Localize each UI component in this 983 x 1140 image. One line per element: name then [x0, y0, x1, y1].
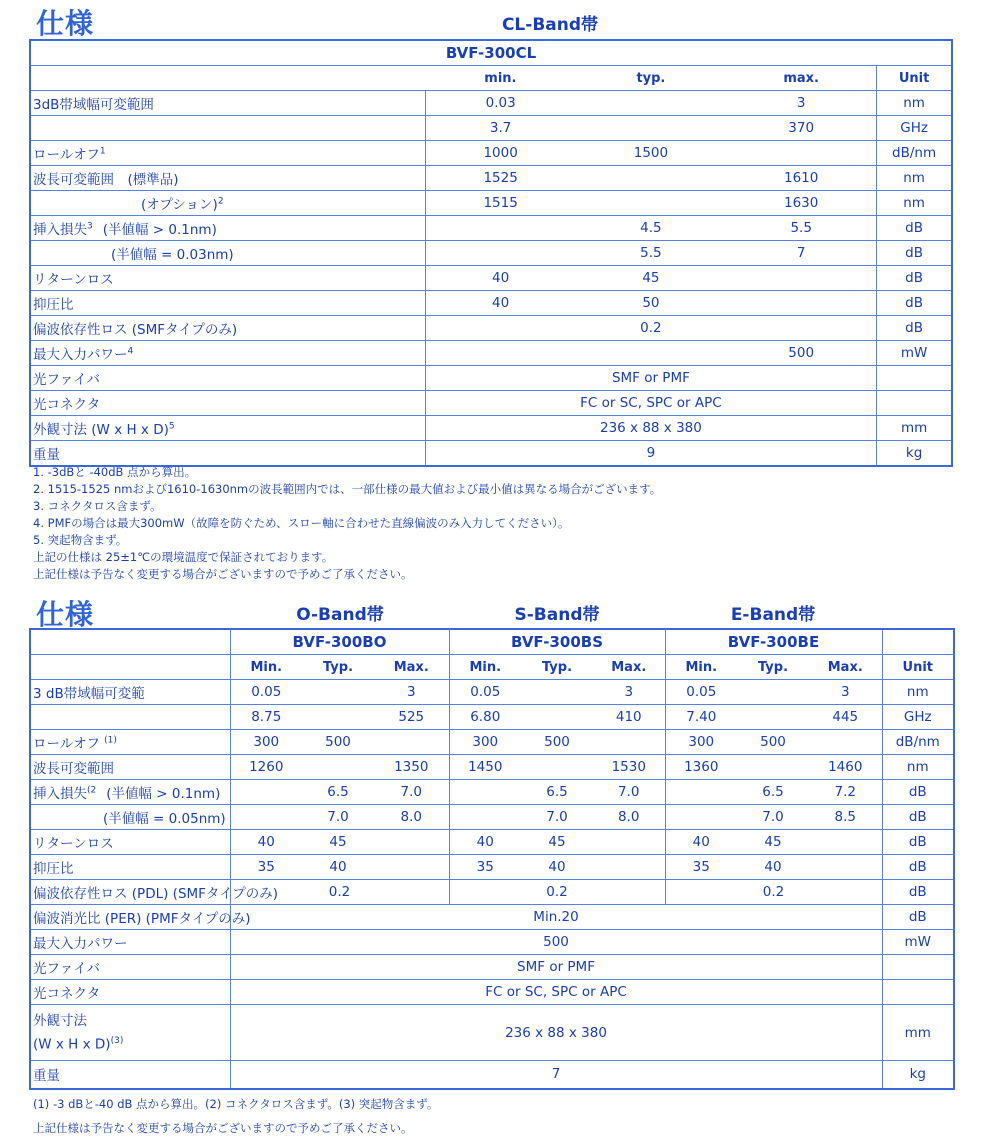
table-row [30, 780, 954, 805]
unit-cell: mW [877, 341, 952, 366]
unit-cell: dB [882, 855, 954, 880]
value-cell [665, 805, 737, 830]
table-row [30, 241, 952, 266]
table-row [30, 955, 954, 980]
row-label-text: 外観寸法 (W x H x D) [33, 422, 169, 438]
footnote-marker: 5 [168, 421, 175, 432]
row-label-text: リターンロス [33, 272, 114, 288]
value-span: 7 [230, 1061, 882, 1089]
value-cell: 300 [449, 730, 521, 755]
value-max: 7 [726, 241, 877, 266]
value-cell: 445 [809, 705, 882, 730]
value-cell [809, 730, 882, 755]
e-band-title: E-Band帯 [730, 605, 816, 625]
value-min: 1525 [425, 166, 576, 191]
row-label [30, 366, 425, 391]
unit-cell: GHz [882, 705, 954, 730]
section1-title: 仕様 [36, 7, 95, 40]
unit-cell: mW [882, 930, 954, 955]
row-label-text: ロールオフ [33, 147, 100, 163]
table-row [30, 91, 952, 116]
value-typ: 50 [576, 291, 727, 316]
unit-cell [877, 366, 952, 391]
table-row [30, 855, 954, 880]
value-min: 40 [425, 291, 576, 316]
value-cell: 7.0 [302, 805, 374, 830]
value-cell: 1350 [374, 755, 449, 780]
value-span: Min.20 [230, 905, 882, 930]
value-cell: 40 [521, 855, 593, 880]
unit-cell: dB [882, 805, 954, 830]
table-row [30, 40, 952, 66]
row-label-text: 外観寸法 [33, 1012, 87, 1029]
value-min: 1515 [425, 191, 576, 216]
footnote-marker: 4 [127, 346, 134, 357]
value-cell: 8.75 [230, 705, 302, 730]
row-label-text: 3dB帯域幅可変範囲 [33, 97, 154, 113]
row-label-text: 光コネクタ [33, 986, 101, 1002]
value-cell: 35 [449, 855, 521, 880]
unit-cell: dB [882, 880, 954, 905]
footnote: 1. -3dBと -40dB 点から算出。 [33, 465, 197, 479]
value-typ [576, 191, 727, 216]
value-cell: 3 [593, 680, 665, 705]
unit-cell: mm [877, 416, 952, 441]
table-row [30, 316, 952, 341]
value-max: 1630 [726, 191, 877, 216]
row-label [30, 805, 230, 830]
table-row [30, 830, 954, 855]
value-min [425, 241, 576, 266]
row-label [30, 680, 230, 705]
value-max: 1610 [726, 166, 877, 191]
value-cell: 6.80 [449, 705, 521, 730]
unit-cell: dB [882, 830, 954, 855]
unit-cell: dB [877, 266, 952, 291]
header-typ: Typ. [302, 655, 374, 680]
o-band-title: O-Band帯 [296, 605, 384, 625]
row-label [30, 930, 230, 955]
value-span: FC or SC, SPC or APC [425, 391, 877, 416]
value-typ [576, 166, 727, 191]
value-typ [576, 341, 727, 366]
row-label [30, 241, 425, 266]
row-label-sub: (半値幅 > 0.1nm) [106, 786, 221, 802]
value-max: 3 [726, 91, 877, 116]
value-min: 40 [425, 266, 576, 291]
model-s: BVF-300BS [449, 629, 665, 655]
value-max [726, 316, 877, 341]
value-cell: 45 [521, 830, 593, 855]
table-row [30, 930, 954, 955]
footnote: (1) -3 dBと-40 dB 点から算出。(2) コネクタロス含まず。(3) 突起物含まず。 [33, 1097, 439, 1111]
table-row [30, 341, 952, 366]
value-cell: 525 [374, 705, 449, 730]
value-cell [593, 830, 665, 855]
row-label-text: 3 dB帯域幅可変範 [33, 686, 145, 702]
value-span: 0.2 [665, 880, 882, 905]
table-row [30, 191, 952, 216]
value-typ: 1500 [576, 141, 727, 166]
value-cell [302, 680, 374, 705]
row-label [30, 730, 230, 755]
row-label [30, 1005, 230, 1061]
value-typ: 45 [576, 266, 727, 291]
value-cell: 1450 [449, 755, 521, 780]
value-min: 3.7 [425, 116, 576, 141]
header-min: Min. [449, 655, 521, 680]
value-cell: 45 [302, 830, 374, 855]
value-min: 0.03 [425, 91, 576, 116]
value-cell: 40 [302, 855, 374, 880]
value-cell: 40 [665, 830, 737, 855]
row-label [30, 955, 230, 980]
footnote: 2. 1515-1525 nmおよび1610-1630nmの波長範囲内では、一部仕様の最大値および最小値は異なる場合がございます。 [33, 482, 662, 496]
row-label-text: 重量 [33, 447, 60, 463]
header-max: Max. [374, 655, 449, 680]
row-label-text: 抑圧比 [33, 297, 74, 313]
table-row [30, 730, 954, 755]
value-cell [449, 805, 521, 830]
value-typ: 4.5 [576, 216, 727, 241]
value-cell: 6.5 [302, 780, 374, 805]
header-typ: typ. [576, 66, 727, 91]
table-row [30, 166, 952, 191]
unit-cell: dB/nm [882, 730, 954, 755]
value-typ [576, 91, 727, 116]
row-label-text: 挿入損失 [33, 786, 87, 802]
value-typ [576, 116, 727, 141]
row-label-text: 光ファイバ [33, 961, 100, 977]
row-label [30, 905, 251, 930]
unit-cell: dB [877, 291, 952, 316]
footnote: 上記仕様は予告なく変更する場合がございますので予めご了承ください。 [33, 567, 413, 581]
table-row [30, 216, 952, 241]
row-label [30, 391, 425, 416]
value-cell: 8.0 [593, 805, 665, 830]
row-label-text: 挿入損失 [33, 222, 87, 238]
row-label [30, 216, 425, 241]
header-unit: Unit [882, 655, 954, 680]
unit-cell: dB [882, 780, 954, 805]
value-cell: 40 [449, 830, 521, 855]
value-cell: 500 [521, 730, 593, 755]
row-label [30, 830, 230, 855]
table-row [30, 980, 954, 1005]
value-cell [737, 755, 809, 780]
unit-cell: dB [882, 905, 954, 930]
header-typ: Typ. [737, 655, 809, 680]
row-label-text: 光コネクタ [33, 397, 101, 413]
unit-cell: dB [877, 216, 952, 241]
unit-cell: dB/nm [877, 141, 952, 166]
row-label [30, 880, 279, 905]
header-max: Max. [593, 655, 665, 680]
value-cell: 1260 [230, 755, 302, 780]
value-max: 5.5 [726, 216, 877, 241]
table-row [30, 141, 952, 166]
footnote: 上記の仕様は 25±1℃の環境温度で保証されております。 [33, 550, 334, 564]
value-cell: 0.05 [449, 680, 521, 705]
unit-cell: kg [882, 1061, 954, 1089]
cl-spec-table [29, 39, 953, 467]
table-row [30, 1061, 954, 1089]
value-cell: 500 [302, 730, 374, 755]
row-label-text: 最大入力パワー [33, 347, 128, 363]
table-row [30, 291, 952, 316]
obe-spec-table [29, 628, 955, 1090]
value-span: 0.2 [230, 880, 449, 905]
row-label-text: (オプション) [141, 197, 218, 213]
row-label-text: (半値幅 = 0.03nm) [111, 247, 234, 263]
model-e: BVF-300BE [665, 629, 882, 655]
value-cell: 1460 [809, 755, 882, 780]
value-cell: 40 [230, 830, 302, 855]
value-cell [593, 730, 665, 755]
row-label-sub-text: (W x H x D) [33, 1036, 111, 1053]
table-row [30, 116, 952, 141]
value-cell: 6.5 [737, 780, 809, 805]
row-label-sub: (半値幅 > 0.1nm) [102, 222, 217, 238]
value-cell: 7.0 [737, 805, 809, 830]
value-cell: 3 [374, 680, 449, 705]
row-label [30, 91, 425, 116]
value-span: 236 x 88 x 380 [230, 1005, 882, 1061]
footnote: 5. 突起物含まず。 [33, 533, 128, 547]
row-label [30, 705, 230, 730]
unit-cell: nm [877, 191, 952, 216]
value-cell [521, 705, 593, 730]
footnote-marker: (1) [104, 735, 117, 746]
unit-cell: GHz [877, 116, 952, 141]
row-label-text: 重量 [33, 1068, 60, 1085]
value-cell: 7.2 [809, 780, 882, 805]
footnote-marker: (2 [87, 785, 97, 796]
unit-cell: mm [882, 1005, 954, 1061]
value-span: 0.2 [449, 880, 665, 905]
value-cell [809, 855, 882, 880]
value-cell [665, 780, 737, 805]
value-min [425, 316, 576, 341]
value-span: 236 x 88 x 380 [425, 416, 877, 441]
model-o: BVF-300BO [230, 629, 449, 655]
value-cell: 300 [230, 730, 302, 755]
row-label [30, 266, 425, 291]
row-label [30, 855, 230, 880]
table-row [30, 441, 952, 467]
unit-cell: dB [877, 316, 952, 341]
row-label [30, 316, 425, 341]
table-row [30, 805, 954, 830]
footnote-marker: 2 [217, 196, 224, 207]
value-cell: 1530 [593, 755, 665, 780]
value-min [425, 216, 576, 241]
row-label-text: (半値幅 = 0.05nm) [103, 811, 226, 827]
unit-cell: nm [877, 166, 952, 191]
table-row [30, 680, 954, 705]
unit-cell: nm [877, 91, 952, 116]
cl-notes [33, 464, 661, 583]
value-cell: 6.5 [521, 780, 593, 805]
unit-cell [877, 391, 952, 416]
value-cell [302, 755, 374, 780]
section2-title: 仕様 [36, 598, 95, 631]
value-cell: 7.0 [374, 780, 449, 805]
table-row [30, 755, 954, 780]
header-unit: Unit [877, 66, 952, 91]
value-span: 9 [425, 441, 877, 467]
value-cell: 410 [593, 705, 665, 730]
row-label-text: 光ファイバ [33, 372, 100, 388]
model-name: BVF-300CL [30, 40, 952, 66]
row-label [30, 141, 425, 166]
unit-cell: nm [882, 755, 954, 780]
value-cell: 7.0 [593, 780, 665, 805]
value-cell: 7.0 [521, 805, 593, 830]
value-cell [374, 730, 449, 755]
value-cell [449, 780, 521, 805]
value-cell: 8.0 [374, 805, 449, 830]
row-label [30, 1061, 230, 1089]
value-span: FC or SC, SPC or APC [230, 980, 882, 1005]
value-max: 500 [726, 341, 877, 366]
value-span: 500 [230, 930, 882, 955]
row-label [30, 416, 425, 441]
table-header-row [30, 655, 954, 680]
value-max [726, 141, 877, 166]
header-max: Max. [809, 655, 882, 680]
row-label-text: 波長可変範囲 [33, 761, 114, 777]
value-cell [593, 855, 665, 880]
table-row [30, 416, 952, 441]
header-min: Min. [230, 655, 302, 680]
row-label [30, 291, 425, 316]
value-cell: 500 [737, 730, 809, 755]
value-typ: 0.2 [576, 316, 727, 341]
value-cell: 40 [737, 855, 809, 880]
row-label [30, 191, 425, 216]
obe-notes [33, 1092, 438, 1140]
table-row [30, 905, 954, 930]
row-label-text: リターンロス [33, 836, 114, 852]
row-label-text: 波長可変範囲 (標準品) [33, 172, 179, 188]
footnote: 上記仕様は予告なく変更する場合がございますので予めご了承ください。 [33, 1121, 413, 1135]
value-cell [230, 780, 302, 805]
value-span: SMF or PMF [230, 955, 882, 980]
row-label-text: 最大入力パワー [33, 936, 128, 952]
value-cell: 0.05 [665, 680, 737, 705]
row-label-text: 抑圧比 [33, 861, 74, 877]
row-label [30, 441, 425, 467]
row-label-sub [33, 1031, 228, 1055]
value-span: SMF or PMF [425, 366, 877, 391]
value-min [425, 341, 576, 366]
value-cell [737, 680, 809, 705]
value-typ: 5.5 [576, 241, 727, 266]
table-row [30, 629, 954, 655]
table-row [30, 391, 952, 416]
value-cell [374, 855, 449, 880]
value-cell: 35 [230, 855, 302, 880]
value-cell: 0.05 [230, 680, 302, 705]
footnote-marker: 3 [87, 221, 93, 232]
value-cell [302, 705, 374, 730]
row-label [30, 755, 230, 780]
value-cell: 45 [737, 830, 809, 855]
value-cell: 300 [665, 730, 737, 755]
unit-cell: kg [877, 441, 952, 467]
s-band-title: S-Band帯 [514, 605, 600, 625]
footnote: 3. コネクタロス含まず。 [33, 499, 162, 513]
table-row [30, 1005, 954, 1061]
header-max: max. [726, 66, 877, 91]
value-cell [521, 755, 593, 780]
header-min: Min. [665, 655, 737, 680]
value-cell [374, 830, 449, 855]
row-label [30, 980, 230, 1005]
unit-cell [882, 955, 954, 980]
value-cell [521, 680, 593, 705]
row-label-text: ロールオフ [33, 736, 105, 752]
value-cell: 7.40 [665, 705, 737, 730]
footnote-marker: 1 [99, 146, 106, 157]
value-min: 1000 [425, 141, 576, 166]
row-label [30, 341, 425, 366]
footnote-marker: (3) [110, 1035, 124, 1046]
table-row [30, 880, 954, 905]
unit-cell [882, 980, 954, 1005]
value-cell [230, 805, 302, 830]
row-label [30, 780, 230, 805]
value-max [726, 291, 877, 316]
cl-band-title: CL-Band帯 [501, 15, 599, 35]
value-max [726, 266, 877, 291]
row-label-text: 偏波依存性ロス (SMFタイプのみ) [33, 322, 238, 338]
value-cell: 1360 [665, 755, 737, 780]
row-label-text: 偏波消光比 (PER) (PMFタイプのみ) [33, 911, 251, 927]
footnote: 4. PMFの場合は最大300mW（故障を防ぐため、スロー軸に合わせた直線偏波のみ入力してください）。 [33, 516, 570, 530]
table-row [30, 705, 954, 730]
value-cell: 3 [809, 680, 882, 705]
row-label [30, 116, 425, 141]
unit-cell: nm [882, 680, 954, 705]
table-row [30, 266, 952, 291]
unit-cell: dB [877, 241, 952, 266]
value-cell [737, 705, 809, 730]
value-cell [809, 830, 882, 855]
header-typ: Typ. [521, 655, 593, 680]
table-row [30, 366, 952, 391]
value-cell: 35 [665, 855, 737, 880]
row-label-text: 偏波依存性ロス (PDL) (SMFタイプのみ) [33, 886, 279, 902]
value-cell: 8.5 [809, 805, 882, 830]
header-min: min. [425, 66, 576, 91]
row-label [30, 166, 425, 191]
table-header-row [30, 66, 952, 91]
value-max: 370 [726, 116, 877, 141]
